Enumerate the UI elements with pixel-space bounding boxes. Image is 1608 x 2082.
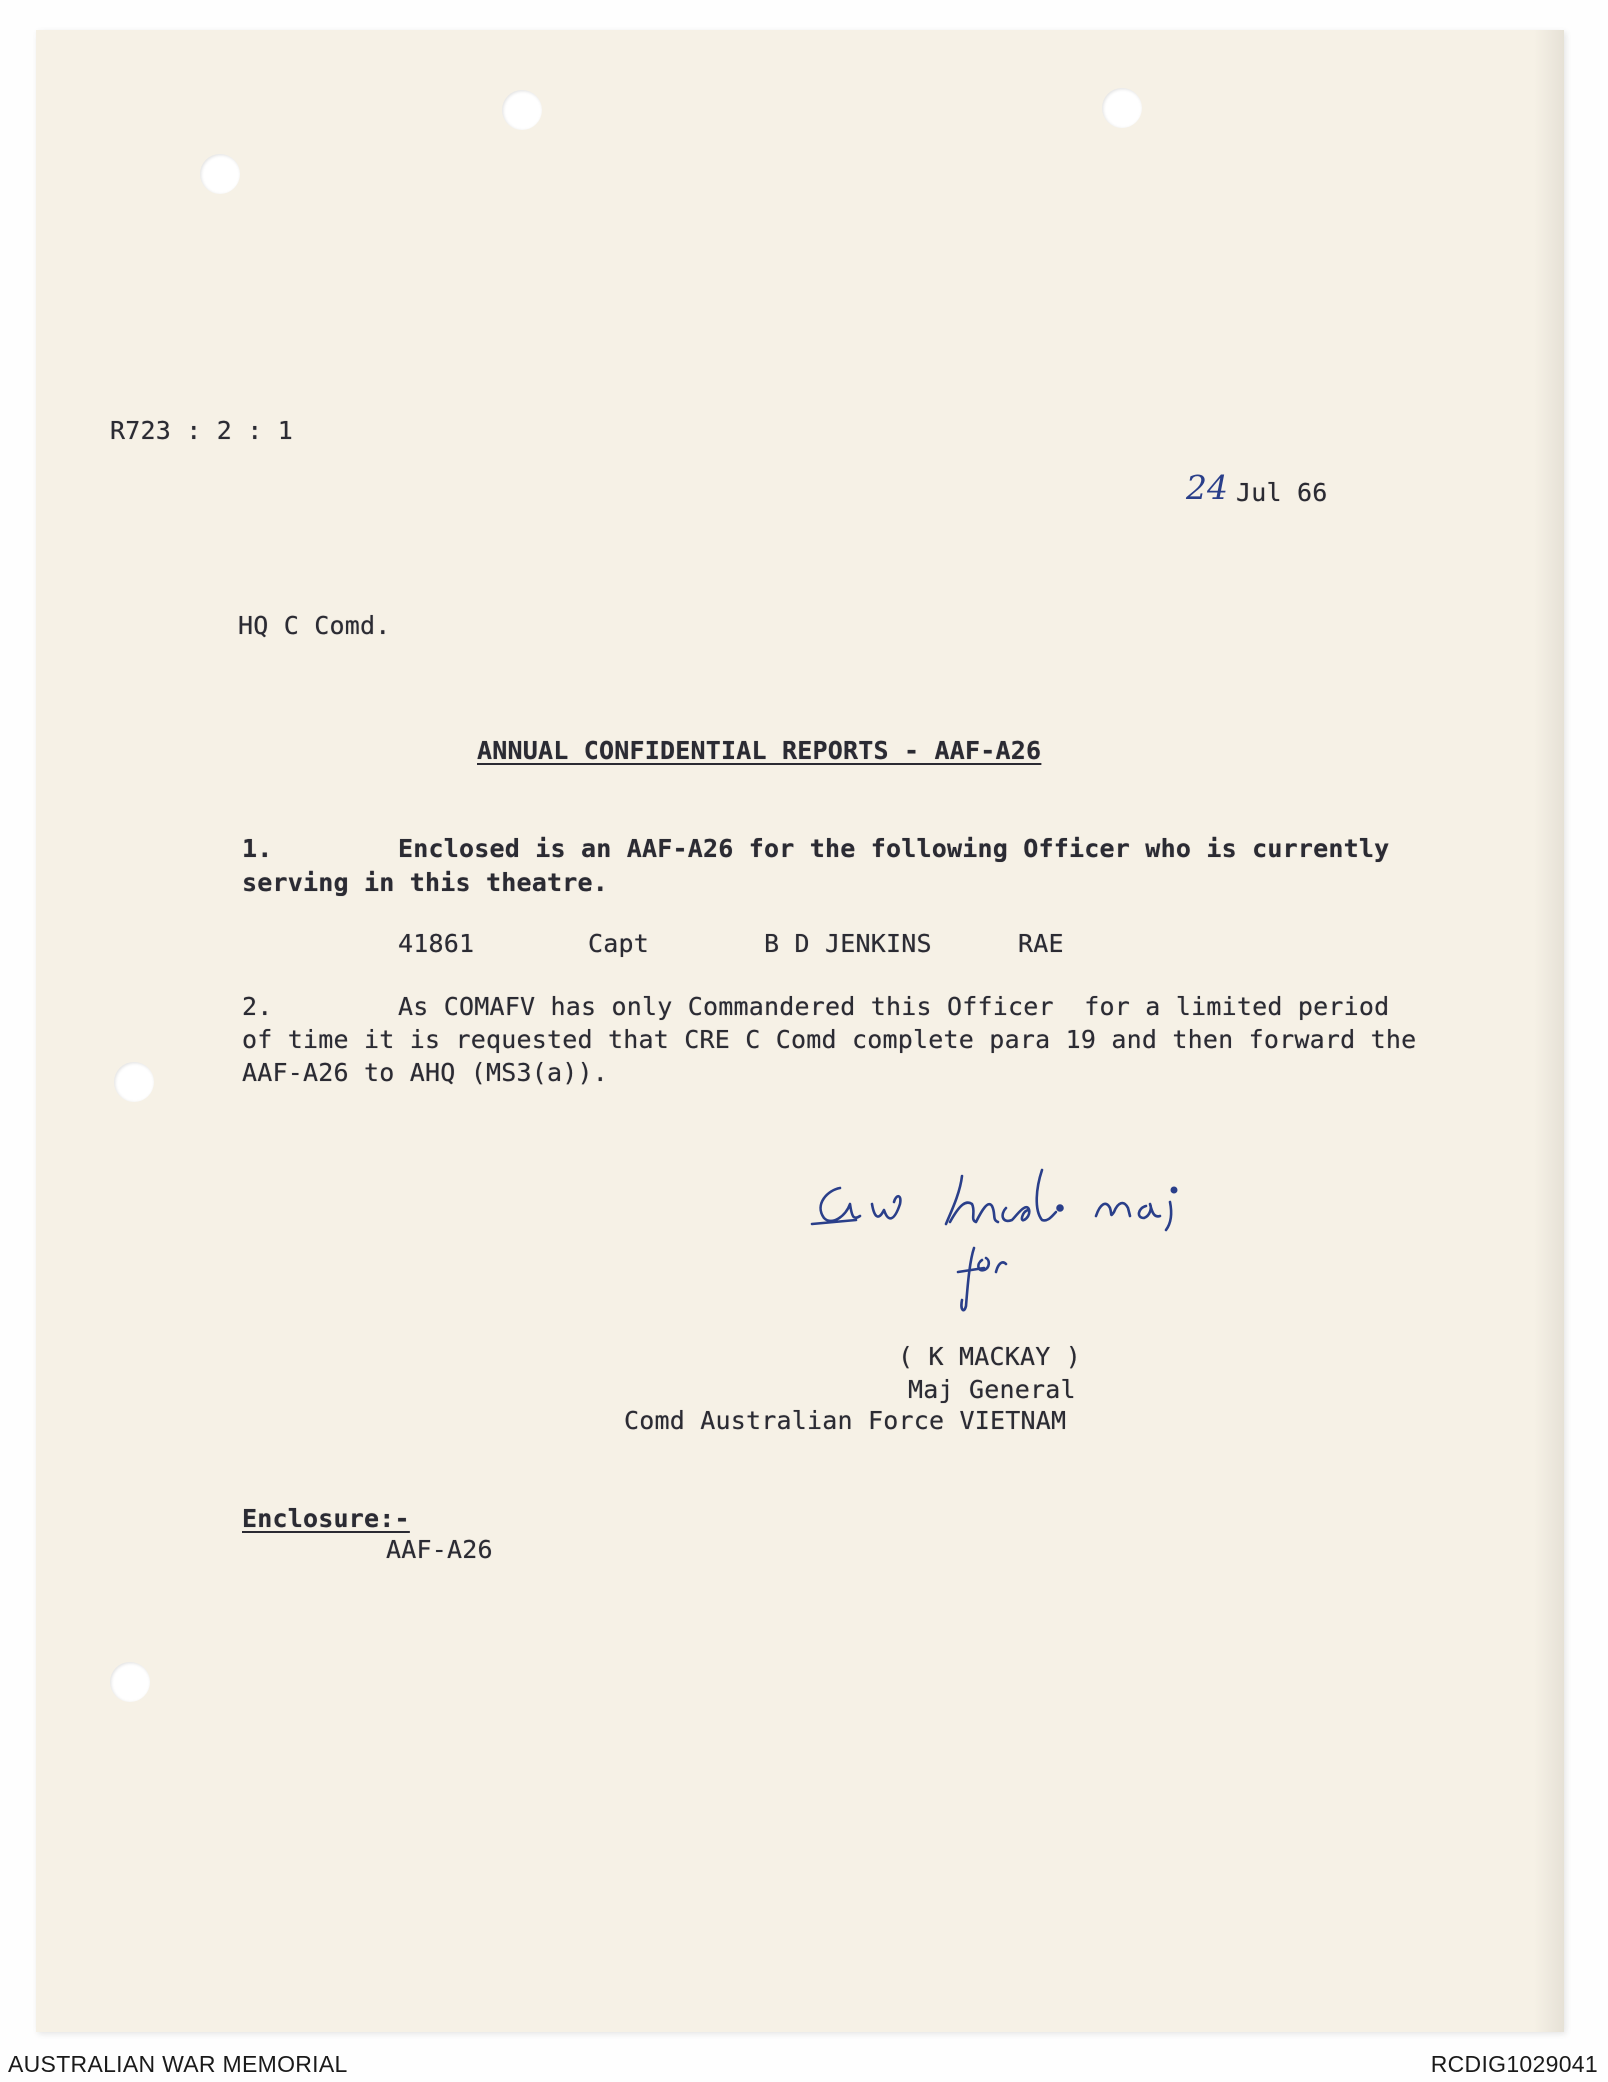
- para1-line1: Enclosed is an AAF-A26 for the following Officer who is currently: [398, 834, 1390, 863]
- para2-line1: As COMAFV has only Commandered this Officer for a limited period: [398, 992, 1390, 1021]
- officer-name: B D JENKINS: [764, 929, 932, 958]
- enclosure-label: Enclosure:-: [242, 1504, 410, 1533]
- reference-number: R723 : 2 : 1: [110, 416, 294, 445]
- date-month-year: Jul 66: [1236, 478, 1328, 507]
- footer-institution: AUSTRALIAN WAR MEMORIAL: [8, 2051, 348, 2077]
- date-day-handwritten: 24: [1186, 468, 1228, 507]
- para2-line3: AAF-A26 to AHQ (MS3(a)).: [242, 1058, 609, 1087]
- signatory-name: ( K MACKAY ): [898, 1342, 1082, 1371]
- handwritten-signature: [810, 1160, 1290, 1330]
- officer-number: 41861: [398, 929, 475, 958]
- officer-corps: RAE: [1018, 929, 1064, 958]
- punch-hole: [1102, 88, 1142, 128]
- para1-number: 1.: [242, 834, 273, 863]
- subject-heading: ANNUAL CONFIDENTIAL REPORTS - AAF-A26: [477, 736, 1042, 765]
- punch-hole: [114, 1062, 154, 1102]
- para2-number: 2.: [242, 992, 273, 1021]
- addressee: HQ C Comd.: [238, 611, 391, 640]
- para1-line2: serving in this theatre.: [242, 868, 609, 897]
- enclosure-item: AAF-A26: [386, 1535, 493, 1564]
- officer-rank: Capt: [588, 929, 650, 958]
- para2-line2: of time it is requested that CRE C Comd complete para 19 and then forward the: [242, 1025, 1417, 1054]
- footer-record-id: RCDIG1029041: [1430, 2051, 1598, 2077]
- signatory-appointment: Comd Australian Force VIETNAM: [624, 1406, 1067, 1435]
- punch-hole: [200, 154, 240, 194]
- punch-hole: [110, 1662, 150, 1702]
- signatory-rank: Maj General: [908, 1375, 1076, 1404]
- punch-hole: [502, 90, 542, 130]
